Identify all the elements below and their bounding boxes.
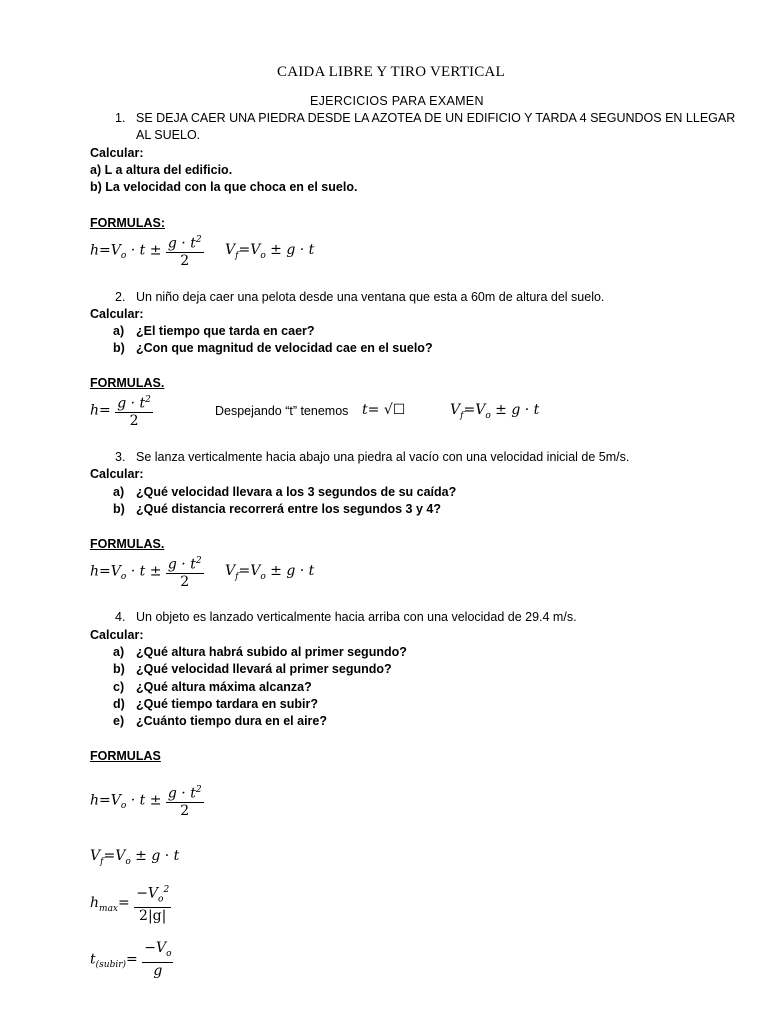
exercise-2-statement: Un niño deja caer una pelota desde una ventana que esta a 60m de altura del suelo. [136,290,605,304]
document-subtitle: EJERCICIOS PARA EXAMEN [310,94,484,108]
exercise-4-number: 4. [115,610,126,624]
exercise-4-item-d: ¿Qué tiempo tardara en subir? [136,697,318,711]
exercise-4-item-e-label: e) [113,714,125,728]
exercise-4-formulas-heading: FORMULAS [90,749,161,763]
exercise-1-statement-line1: SE DEJA CAER UNA PIEDRA DESDE LA AZOTEA DE UN EDIFICIO Y TARDA 4 SEGUNDOS EN LLEGAR [136,111,736,125]
exercise-3-number: 3. [115,450,126,464]
exercise-2-item-b-label: b) [113,341,125,355]
formula-velocity-4: $V_f=V_o \pm g \cdot t$ [90,848,180,867]
exercise-4-item-e: ¿Cuánto tiempo dura en el aire? [136,714,327,728]
exercise-3-statement: Se lanza verticalmente hacia abajo una piedra al vacío con una velocidad inicial de 5m/s. [136,450,630,464]
exercise-2-item-a-label: a) [113,324,125,338]
exercise-3-item-a-label: a) [113,485,125,499]
exercise-2-item-a: ¿El tiempo que tarda en caer? [136,324,315,338]
exercise-4-item-d-label: d) [113,697,125,711]
exercise-1-calcular: Calcular: [90,146,144,160]
exercise-1-item-a: a) L a altura del edificio. [90,163,233,177]
exercise-1-number: 1. [115,111,126,125]
formula-time-sqrt: t= √☐ [362,402,406,418]
exercise-4-item-b: ¿Qué velocidad llevará al primer segundo? [136,662,392,676]
exercise-3-item-a: ¿Qué velocidad llevara a los 3 segundos de su caída? [136,485,457,499]
exercise-3-item-b-label: b) [113,502,125,516]
exercise-4-calcular: Calcular: [90,628,144,642]
exercise-4-item-a: ¿Qué altura habrá subido al primer segundo? [136,645,407,659]
formula-velocity-3: $V_f=V_o \pm g \cdot t$ [225,563,315,582]
formula-height-2: h= $\frac{g \cdot t^2}{2}$ [90,392,153,429]
exercise-2-calcular: Calcular: [90,307,144,321]
exercise-3-formulas-heading: FORMULAS. [90,537,165,551]
exercise-1-statement-line2: AL SUELO. [136,128,201,142]
formula-t-subir: $t_{(subir)}=$ $\frac{-V_o}{g}$ [90,940,172,979]
formula-hmax: $h_{max}=$ $\frac{-V_o^2}{2|g|}$ [90,882,171,924]
exercise-3-calcular: Calcular: [90,467,144,481]
formula-velocity-1: $V_f=V_o \pm g \cdot t$ [225,242,315,261]
exercise-4-item-b-label: b) [113,662,125,676]
exercise-2-number: 2. [115,290,126,304]
exercise-2-despejando: Despejando “t” tenemos [215,404,349,418]
exercise-3-item-b: ¿Qué distancia recorrerá entre los segundos 3 y 4? [136,502,441,516]
exercise-4-statement: Un objeto es lanzado verticalmente hacia arriba con una velocidad de 29.4 m/s. [136,610,577,624]
document-title: CAIDA LIBRE Y TIRO VERTICAL [277,64,505,80]
exercise-4-item-a-label: a) [113,645,125,659]
formula-velocity-2: $V_f=V_o \pm g \cdot t$ [450,402,540,421]
exercise-1-formulas-heading: FORMULAS: [90,216,165,230]
exercise-1-item-b: b) La velocidad con la que choca en el suelo. [90,180,358,194]
exercise-4-item-c-label: c) [113,680,125,694]
formula-height-4: $h=V_o \cdot t$ ± $\frac{g \cdot t^2}{2}$ [90,782,204,819]
exercise-2-item-b: ¿Con que magnitud de velocidad cae en el suelo? [136,341,433,355]
formula-height-1: $h=V_o \cdot t$ ± $\frac{g \cdot t^2}{2}$ [90,232,204,269]
exercise-2-formulas-heading: FORMULAS. [90,376,165,390]
formula-height-3: $h=V_o \cdot t$ ± $\frac{g \cdot t^2}{2}$ [90,553,204,590]
exercise-4-item-c: ¿Qué altura máxima alcanza? [136,680,312,694]
